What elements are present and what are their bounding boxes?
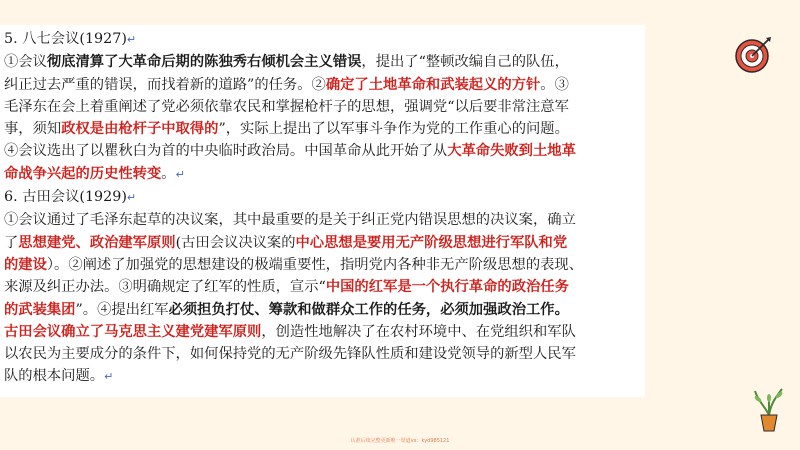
text-line: 命战争兴起的历史性转变。↵ [4, 165, 185, 182]
document-body [0, 25, 645, 397]
text-line: 古田会议确立了马克思主义建党建军原则，创造性地解决了在农村环境中、在党组织和军队 [4, 323, 576, 340]
section6-heading: 6. 古田会议(1929)↵ [4, 189, 137, 206]
text-line: 的建设）。②阐述了加强党的思想建设的极端重要性，指明党内各种非无产阶级思想的表现、 [4, 256, 584, 273]
text-line: 以农民为主要成分的条件下，如何保持党的无产阶级先锋队性质和建设党领导的新型人民军 [4, 346, 576, 363]
target-arrow-icon [733, 35, 773, 75]
text-line: 纠正过去严重的错误，而找着新的道路”的任务。②确定了土地革命和武装起义的方针。③ [4, 76, 569, 93]
section5-heading: 5. 八七会议(1927)↵ [4, 31, 137, 47]
text-line: 事，须知政权是由枪杆子中取得的”，实际上提出了以军事斗争作为党的工作重心的问题。 [4, 121, 569, 138]
text-line: ①会议通过了毛泽东起草的决议案，其中最重要的是关于纠正党内错误思想的决议案，确立 [4, 212, 576, 229]
text-line: ①会议彻底清算了大革命后期的陈独秀右倾机会主义错误，提出了“整顿改编自己的队伍， [4, 54, 569, 71]
text-line: 来源及纠正办法。③明确规定了红军的性质，宣示“中国的红军是一个执行革命的政治任务 [4, 279, 569, 296]
text-line: ④会议选出了以瞿秋白为首的中央临时政治局。中国革命从此开始了从大革命失败到土地革 [4, 143, 576, 160]
text-line: 了思想建党、政治建军原则(古田会议决议案的中心思想是要用无产阶级思想进行军队和党 [4, 234, 568, 251]
footer-watermark: 认准后续完整更新唯一渠道vx：kyd985121 [350, 438, 450, 444]
text-line: 毛泽东在会上着重阐述了党必须依靠农民和掌握枪杆子的思想，强调党“以后要非常注意军 [4, 98, 569, 115]
potted-plant-icon [752, 385, 786, 433]
text-line: 队的根本问题。↵ [4, 368, 114, 385]
text-line: 的武装集团”。④提出红军必须担负打仗、筹款和做群众工作的任务，必须加强政治工作。 [4, 301, 569, 318]
